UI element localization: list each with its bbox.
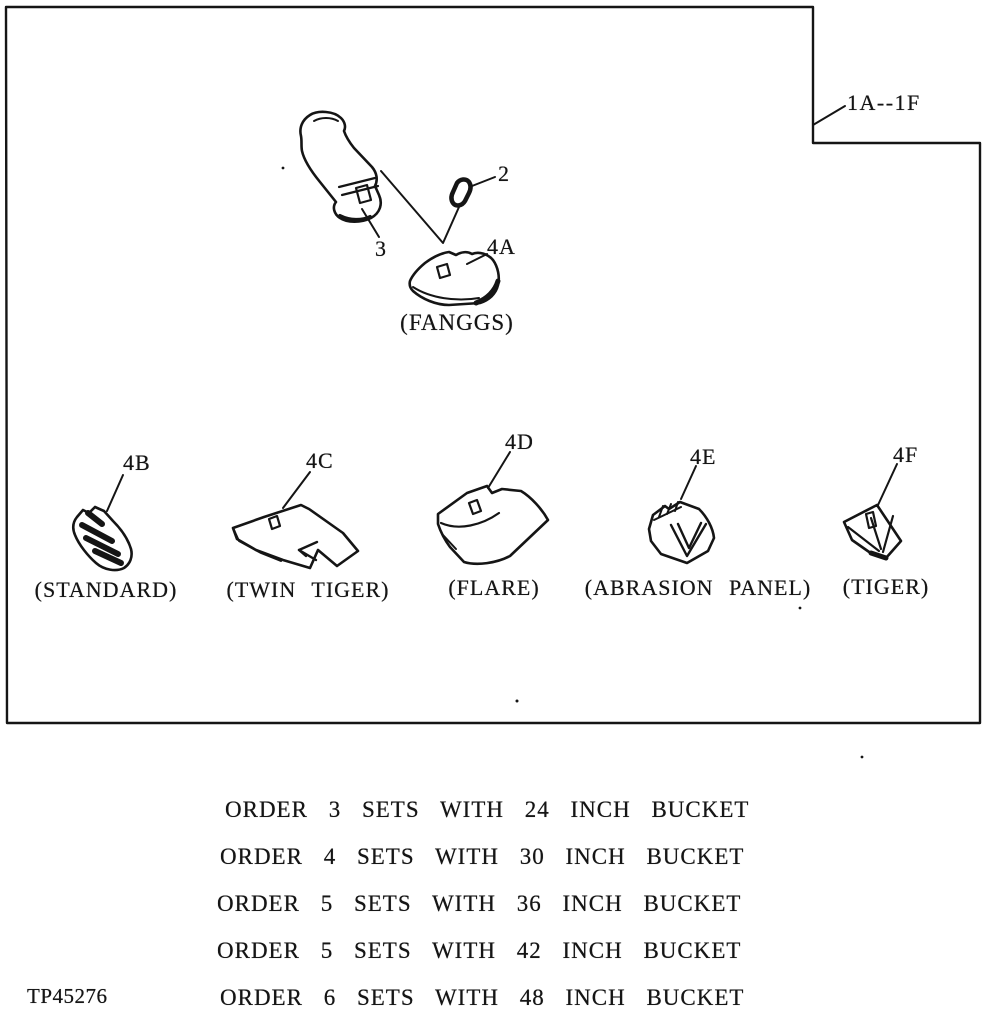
tooth-name-tiger: (TIGER)	[842, 574, 930, 599]
leader-4e	[681, 466, 696, 499]
leader-4d	[488, 452, 510, 488]
scan-specks	[282, 167, 864, 759]
order-line: ORDER 5 SETS WITH 36 INCH BUCKET	[217, 891, 742, 916]
order-line: ORDER 4 SETS WITH 30 INCH BUCKET	[220, 844, 745, 869]
callout-shank: 3	[375, 236, 387, 261]
leader-4f	[878, 464, 897, 505]
tooth-name-fanggs: (FANGGS)	[400, 310, 514, 335]
leader-4b	[107, 475, 123, 511]
callout-standard: 4B	[123, 450, 151, 475]
standard-tooth-drawing	[73, 507, 131, 570]
callout-flare: 4D	[505, 429, 534, 454]
order-line: ORDER 5 SETS WITH 42 INCH BUCKET	[217, 938, 742, 963]
leader-pin	[472, 177, 495, 186]
sheet-ref-label: 1A--1F	[847, 90, 921, 115]
figure-border	[6, 7, 980, 723]
twin-tiger-tooth-drawing	[233, 505, 358, 568]
order-line: ORDER 6 SETS WITH 48 INCH BUCKET	[220, 985, 745, 1010]
tooth-name-twin-tiger: (TWIN TIGER)	[226, 577, 390, 602]
leader-4a	[467, 254, 487, 264]
leader-sheet-ref	[813, 106, 845, 125]
fanggs-tooth-drawing	[410, 252, 499, 305]
callout-pin: 2	[498, 161, 510, 186]
flare-tooth-drawing	[438, 486, 548, 564]
pin-drawing	[452, 179, 471, 205]
callout-abrasion-panel: 4E	[690, 444, 717, 469]
order-instructions-block	[217, 797, 749, 1011]
tooth-name-flare: (FLARE)	[448, 575, 540, 600]
callout-fanggs: 4A	[487, 234, 516, 259]
callout-twin-tiger: 4C	[306, 448, 334, 473]
abrasion-panel-drawing	[649, 502, 714, 563]
assembly-v-line	[381, 171, 459, 243]
callout-tiger: 4F	[893, 442, 919, 467]
leader-4c	[283, 472, 310, 508]
tooth-name-abrasion-panel: (ABRASION PANEL)	[584, 575, 812, 600]
order-line: ORDER 3 SETS WITH 24 INCH BUCKET	[225, 797, 750, 822]
figure-code: TP45276	[27, 984, 108, 1008]
shank-drawing	[300, 112, 380, 222]
tooth-name-standard: (STANDARD)	[34, 577, 178, 602]
tiger-tooth-drawing	[844, 505, 901, 558]
